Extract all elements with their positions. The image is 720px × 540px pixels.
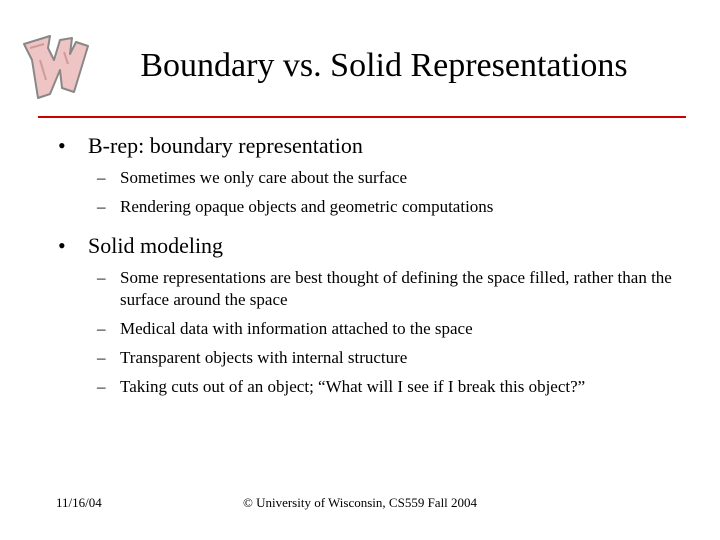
sub-bullet: [58, 343, 698, 372]
title-underline: [38, 116, 686, 118]
sub-bullet-text: Rendering opaque objects and geometric computations: [120, 197, 494, 216]
slide-body: [58, 131, 698, 411]
bullet-solid-modeling: [58, 231, 698, 261]
dash-marker: –: [97, 377, 106, 396]
sub-bullet-text: Sometimes we only care about the surface: [120, 168, 408, 187]
bullet-marker: •: [58, 133, 66, 158]
dash-marker: –: [97, 319, 106, 338]
footer-date: 11/16/04: [56, 495, 102, 510]
sub-bullet: [58, 163, 698, 192]
bullet-brep: [58, 131, 698, 161]
sub-bullet-text: Transparent objects with internal structure: [120, 348, 408, 367]
slide-title: Boundary vs. Solid Representations: [140, 47, 628, 84]
sub-bullet-text: Some representations are best thought of defining the space filled, rather than the surface around the space: [120, 268, 672, 309]
sub-list-brep: [58, 163, 698, 221]
sub-bullet: [58, 263, 698, 314]
bullet-text: Solid modeling: [88, 233, 224, 258]
sub-bullet: [58, 314, 698, 343]
footer-copyright: © University of Wisconsin, CS559 Fall 2004: [242, 495, 478, 510]
sub-bullet: [58, 372, 698, 401]
dash-marker: –: [97, 268, 106, 287]
sub-bullet-text: Taking cuts out of an object; “What will I see if I break this object?”: [120, 377, 586, 396]
bullet-marker: •: [58, 233, 66, 258]
bullet-text: B-rep: boundary representation: [88, 133, 363, 158]
dash-marker: –: [97, 197, 106, 216]
dash-marker: –: [97, 168, 106, 187]
sub-bullet: [58, 192, 698, 221]
sub-list-solid: [58, 263, 698, 401]
wisconsin-w-logo: [20, 30, 90, 102]
sub-bullet-text: Medical data with information attached to the space: [120, 319, 473, 338]
dash-marker: –: [97, 348, 106, 367]
